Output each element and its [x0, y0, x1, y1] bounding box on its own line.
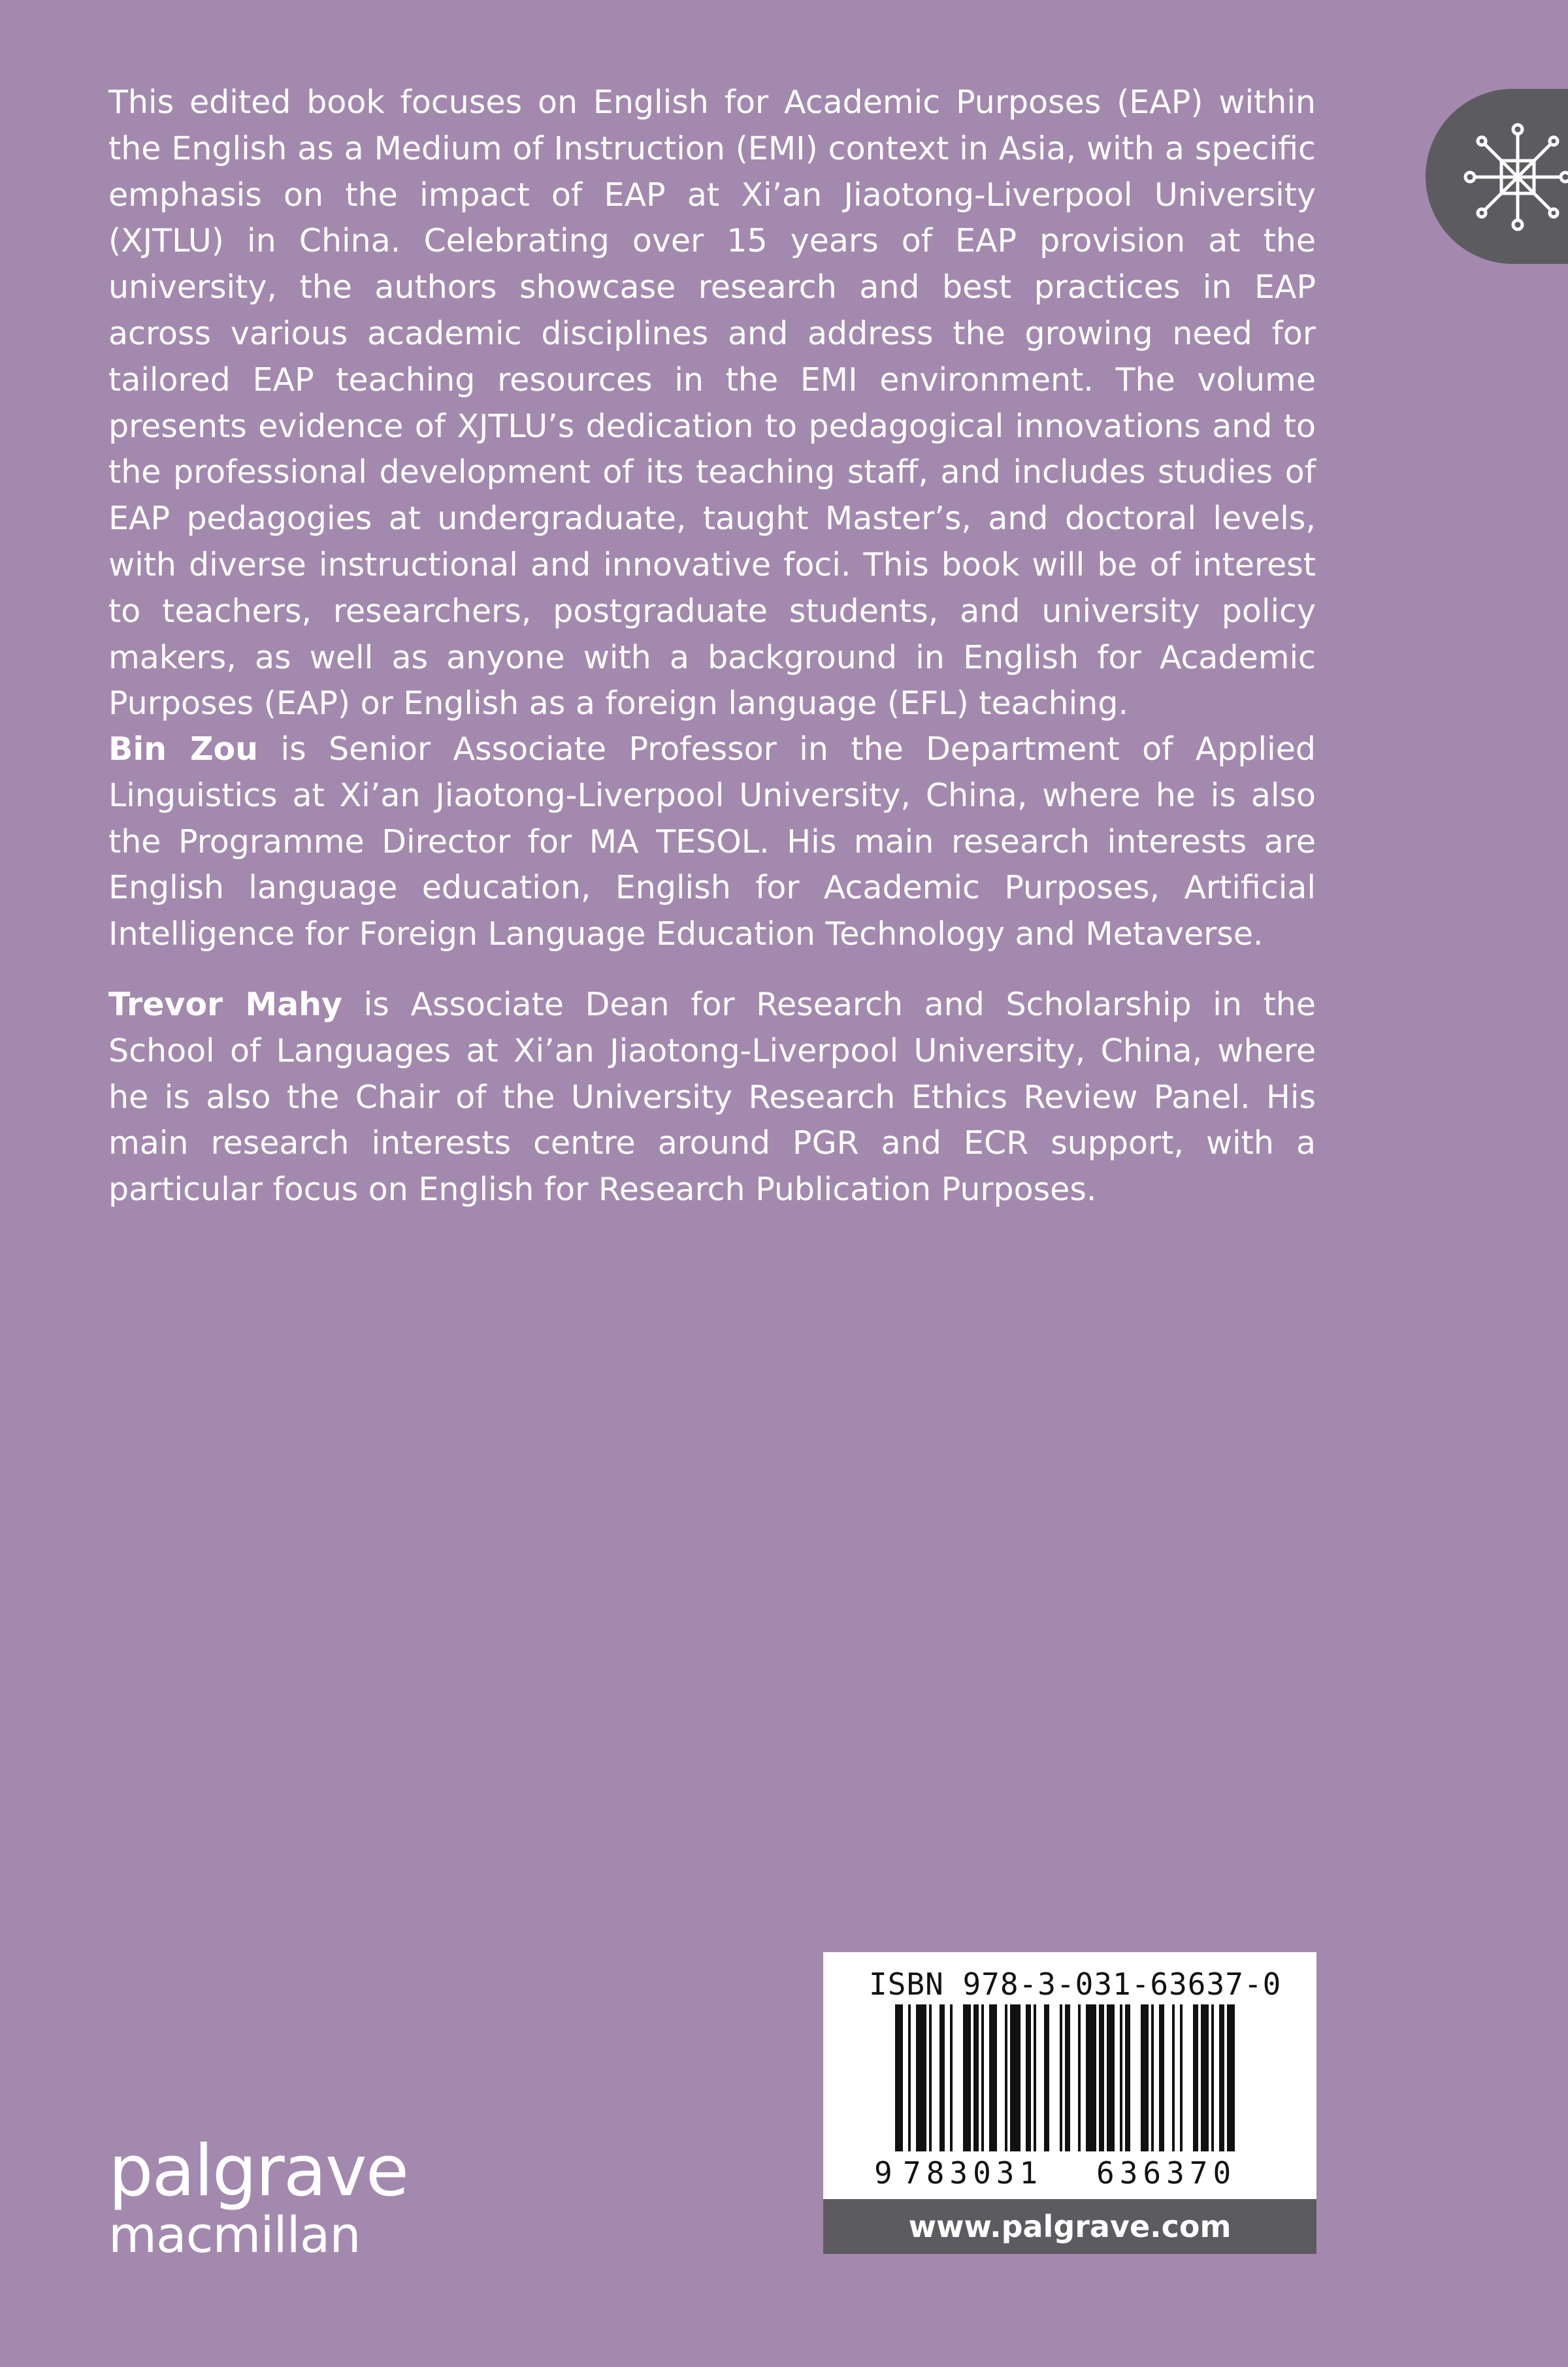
barcode-bar [929, 2004, 932, 2151]
barcode-bar [1141, 2004, 1149, 2151]
author-name: Trevor Mahy [108, 986, 342, 1023]
author-bio-mahy [108, 982, 1316, 1213]
barcode-digits-left: 783031 [903, 2155, 1043, 2191]
author-bio-zou [108, 726, 1316, 958]
barcode-bar [1201, 2004, 1209, 2151]
barcode-bar [1227, 2004, 1235, 2151]
barcode-bar [963, 2004, 971, 2151]
publisher-logo-line2: macmillan [108, 2206, 361, 2264]
springer-emblem-icon [1456, 115, 1568, 239]
barcode-bar [916, 2004, 926, 2151]
barcode-bar [950, 2004, 953, 2151]
barcode-bar [1120, 2004, 1122, 2151]
publisher-logo-line1: palgrave [108, 2130, 408, 2212]
barcode-digit-first: 9 [874, 2155, 892, 2191]
publisher-logo [108, 2130, 408, 2264]
barcode-bar [1086, 2004, 1096, 2151]
barcode-bar [1005, 2004, 1007, 2151]
back-cover-blurb: This edited book focuses on English for Academic Purposes (EAP) within the English as a Medium of Instruction (EMI) context in Asia, with a specific emphasis on the impact of EAP at Xi’an Jiaotong-Liverpool University (XJTLU) in China. Celebrating over 15 years of EAP provision at the university, the authors showcase research and best practices in EAP across various academic disciplines and address the growing need for tailored EAP teaching resources in the EMI environment. The volume presents evidence of XJTLU’s dedication to pedagogical innovations and to the professional development of its teaching staff, and includes studies of EAP pedagogies at undergraduate, taught Master’s, and doctoral levels, with diverse instructional and innovative foci. This book will be of interest to teachers, researchers, postgraduate students, and university policy makers, as well as anyone with a background in English for Academic Purposes (EAP) or English as a foreign language (EFL) teaching. [108, 84, 1316, 723]
barcode-bar [1099, 2004, 1104, 2151]
barcode-bar [1034, 2004, 1036, 2151]
barcode-bar [973, 2004, 979, 2151]
barcode-digits-right: 636370 [1096, 2155, 1237, 2191]
barcode-bar [1107, 2004, 1115, 2151]
author-bio-text: is Senior Associate Professor in the Department of Applied Linguistics at Xi’an Jiaotong-Liverpool University, China, where he is also the Programme Director for MA TESOL. His main research interests are English language education, English for Academic Purposes, Artificial Intelligence for Foreign Language Education Technology and Metaverse. [108, 730, 1316, 953]
barcode-bar [1044, 2004, 1049, 2151]
barcode-bar [1219, 2004, 1224, 2151]
publisher-url: www.palgrave.com [823, 2199, 1316, 2254]
barcode-bar [1172, 2004, 1175, 2151]
barcode-bar [1078, 2004, 1081, 2151]
publisher-emblem-tab [1426, 89, 1568, 264]
barcode-bar [1193, 2004, 1198, 2151]
barcode-bar [989, 2004, 997, 2151]
barcode-bar [895, 2004, 903, 2151]
barcode-bar [1065, 2004, 1070, 2151]
barcode-bar [1060, 2004, 1062, 2151]
barcode-bar [908, 2004, 911, 2151]
barcode-icon [823, 2004, 1316, 2200]
isbn-label: ISBN 978-3-031-63637-0 [869, 1967, 1282, 2002]
barcode-bar [1151, 2004, 1154, 2151]
barcode-bar [1159, 2004, 1164, 2151]
barcode-bar [1180, 2004, 1183, 2151]
barcode-bar [1125, 2004, 1130, 2151]
barcode-bar [1010, 2004, 1021, 2151]
barcode-bar [981, 2004, 984, 2151]
author-name: Bin Zou [108, 730, 259, 768]
barcode-bar [1211, 2004, 1214, 2151]
barcode-bar [939, 2004, 945, 2151]
author-bio-text: is Associate Dean for Research and Scholarship in the School of Languages at Xi’an Jiaotong-Liverpool University, China, where he is also the Chair of the University Research Ethics Review Panel. His main research interests centre around PGR and ECR support, with a particular focus on English for Research Publication Purposes. [108, 986, 1316, 1209]
barcode-bar [1026, 2004, 1031, 2151]
